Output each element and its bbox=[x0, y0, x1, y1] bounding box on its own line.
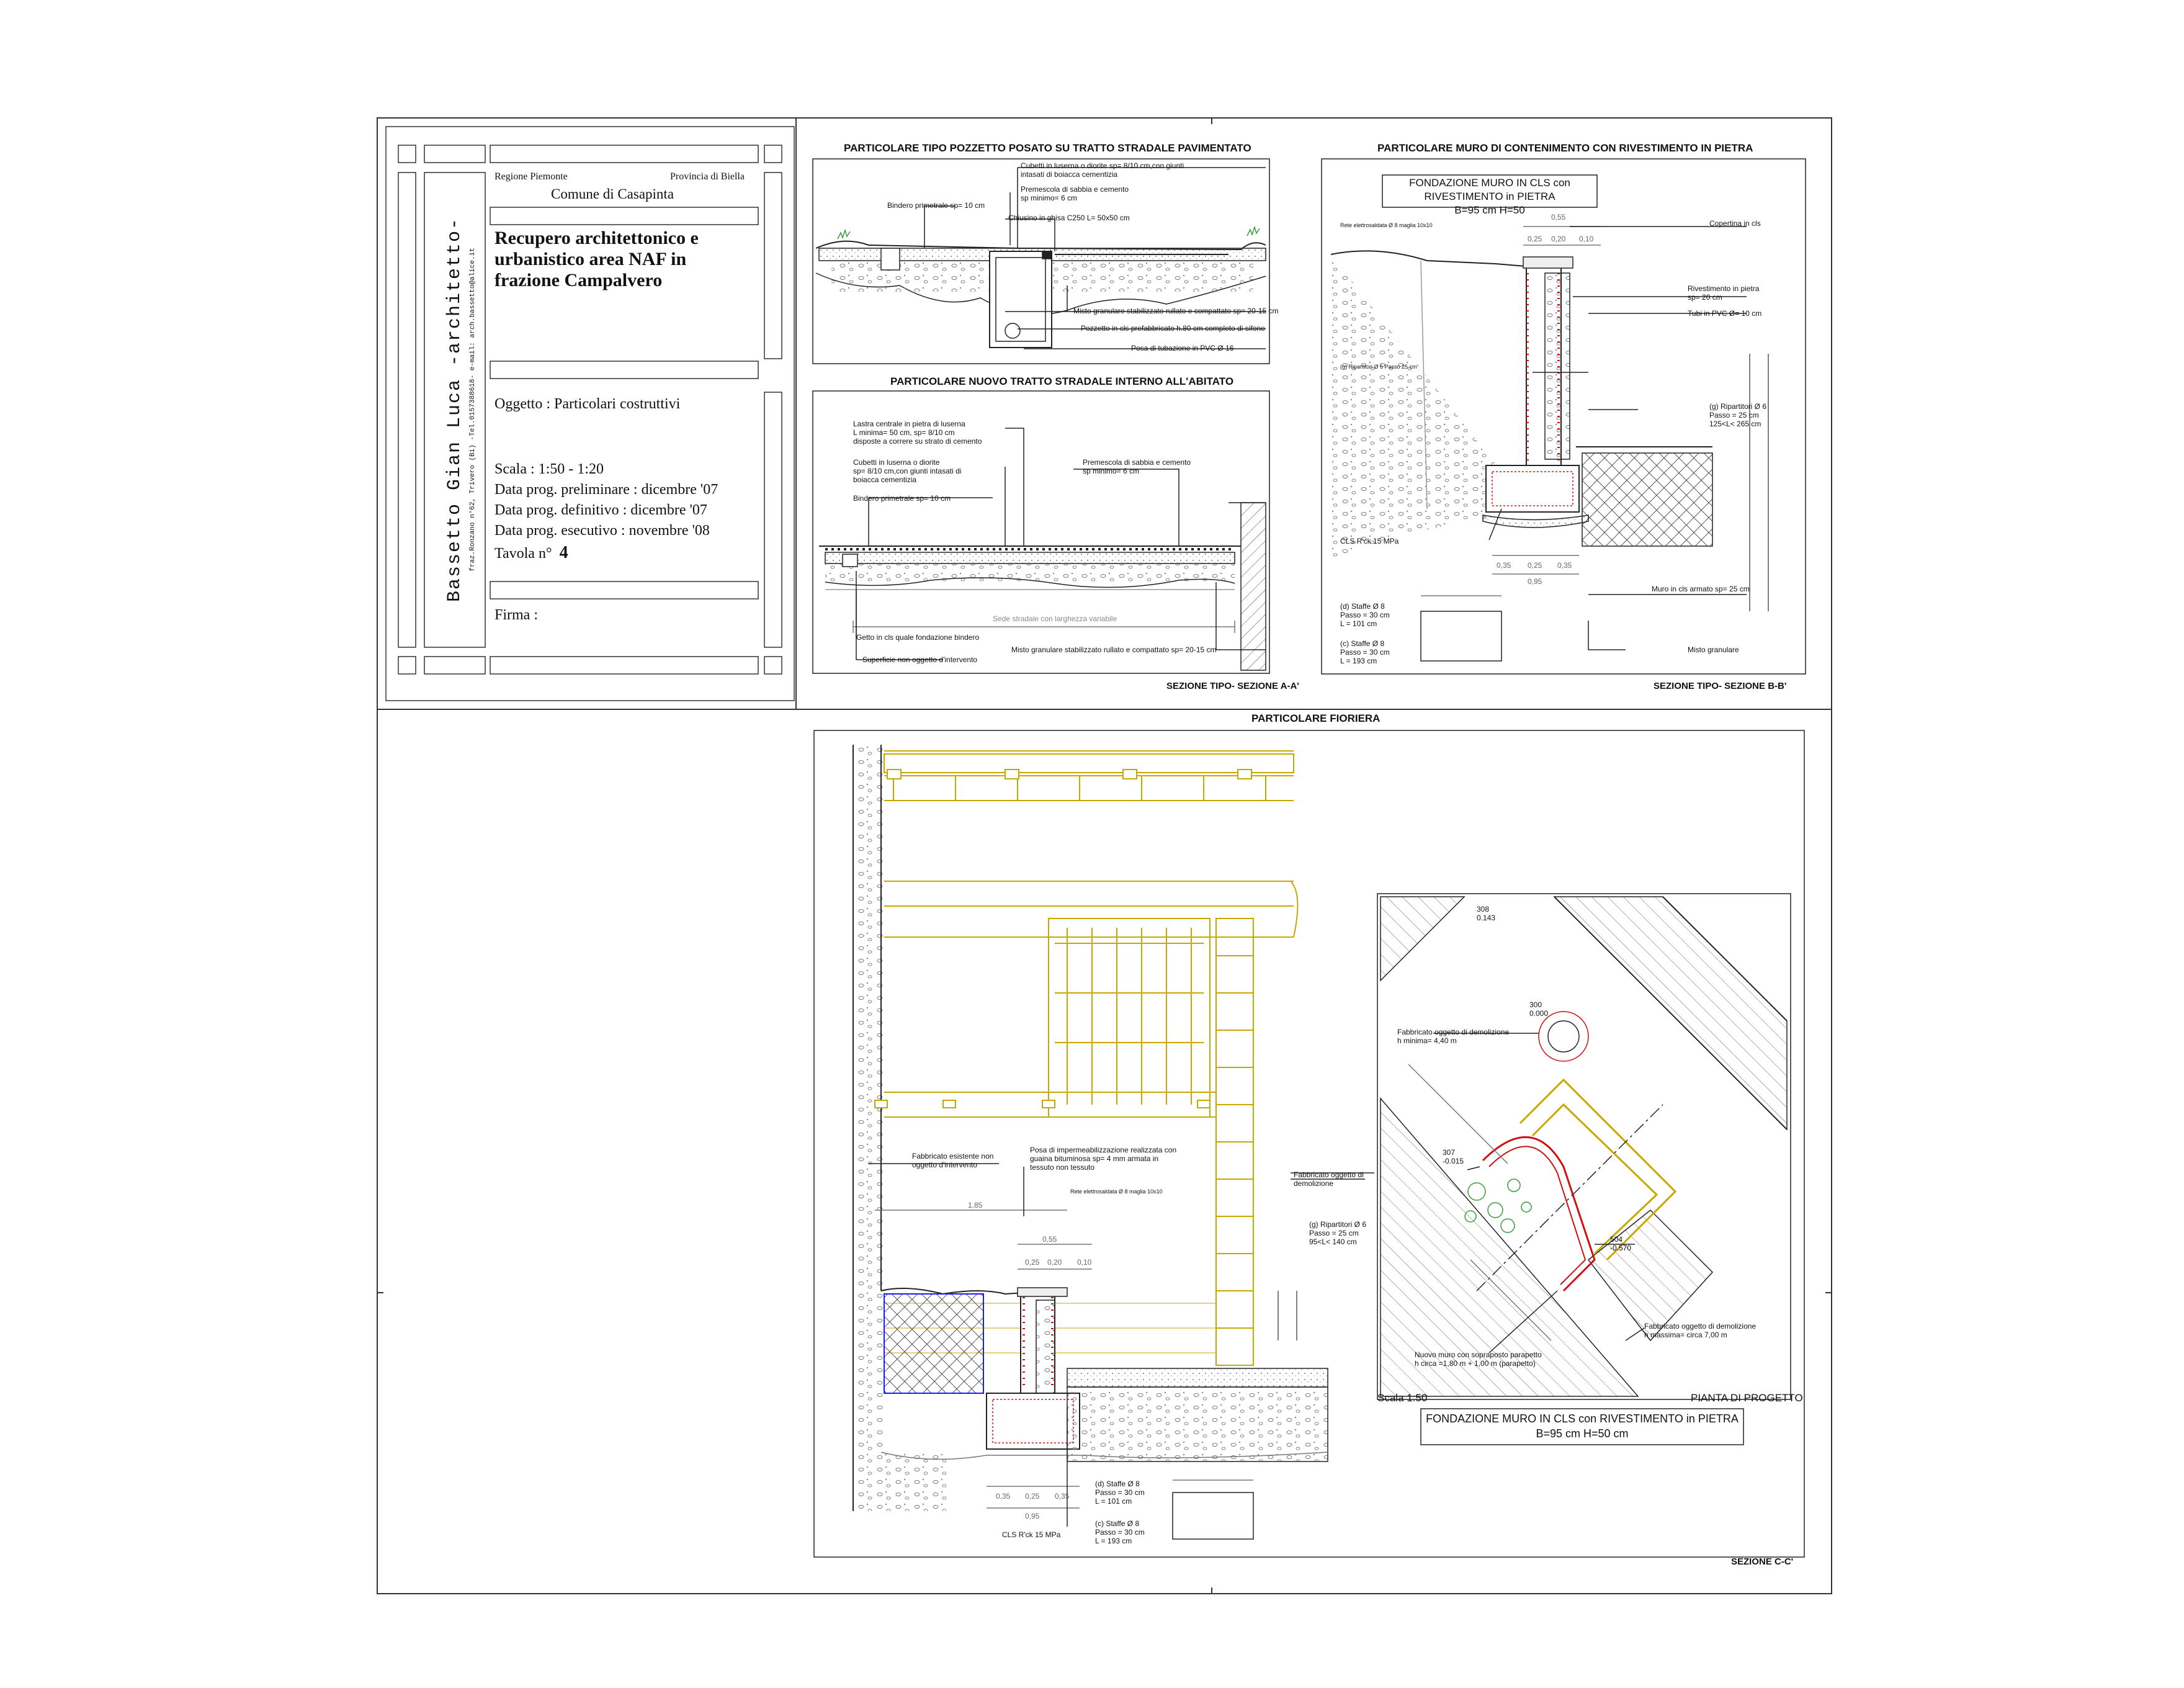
muro-dim: 0,35 bbox=[1497, 561, 1511, 570]
plan-label: Fabbricato oggetto di demolizione bbox=[1644, 1322, 1757, 1331]
plan-label: h circa =1,80 m + 1,00 m (parapetto) bbox=[1415, 1359, 1536, 1368]
date-preliminary: Data prog. preliminare : dicembre '07 bbox=[495, 482, 718, 498]
fioriera-label: Posa di impermeabilizzazione realizzata con bbox=[1030, 1146, 1177, 1154]
plan-label: 0.000 bbox=[1529, 1009, 1549, 1018]
pozzetto-label: Bindero primetrale sp= 10 cm bbox=[887, 201, 985, 210]
fioriera-dim: 0,25 bbox=[1025, 1258, 1040, 1267]
fioriera-label: Rete elettrosaldata Ø 8 maglia 10x10 bbox=[1070, 1188, 1163, 1195]
strada-label: L minima= 50 cm, sp= 8/10 cm bbox=[853, 428, 955, 437]
section-a-label: SEZIONE TIPO- SEZIONE A-A' bbox=[1166, 681, 1299, 691]
muro-label: L = 101 cm bbox=[1340, 619, 1377, 628]
strada-label: Bindero primetrale sp= 10 cm bbox=[853, 494, 951, 503]
sheet-number: 4 bbox=[559, 543, 568, 562]
fioriera-label: L = 101 cm bbox=[1095, 1497, 1132, 1506]
pozzetto-label: Premescola di sabbia e cemento bbox=[1021, 185, 1129, 194]
fioriera-label: (c) Staffe Ø 8 bbox=[1095, 1519, 1140, 1528]
plan-drawing bbox=[1377, 894, 1791, 1445]
fioriera-dim: 0,95 bbox=[1025, 1512, 1040, 1520]
muro-label: Muro in cls armato sp= 25 cm bbox=[1652, 585, 1750, 593]
strada-title: PARTICOLARE NUOVO TRATTO STRADALE INTERNO ALL'ABITATO bbox=[890, 375, 1234, 387]
subject-label: Oggetto : Particolari costruttivi bbox=[495, 396, 681, 412]
fioriera-title: PARTICOLARE FIORIERA bbox=[1251, 712, 1381, 724]
project-title-line-1: Recupero architettonico e bbox=[495, 228, 699, 248]
muro-dim: 0,25 bbox=[1528, 561, 1542, 570]
fioriera-label: guaina bituminosa sp= 4 mm armata in bbox=[1030, 1154, 1159, 1163]
fioriera-dim: 0,20 bbox=[1047, 1258, 1062, 1267]
muro-label: Tubi in PVC Ø= 10 cm bbox=[1688, 309, 1762, 318]
muro-label: (d) Staffe Ø 8 bbox=[1340, 602, 1385, 611]
muro-label: Rete elettrosaldata Ø 8 maglia 10x10 bbox=[1340, 222, 1433, 228]
muro-label: sp= 20 cm bbox=[1688, 293, 1722, 302]
muro-label: Passo = 25 cm bbox=[1709, 411, 1759, 420]
strada-label: sp= 8/10 cm,con giunti intasati di bbox=[853, 467, 962, 475]
plan-label: -0.570 bbox=[1610, 1244, 1632, 1252]
muro-label: L = 193 cm bbox=[1340, 657, 1377, 665]
fioriera-label: oggetto d'intervento bbox=[912, 1160, 978, 1169]
fioriera-label: demolizione bbox=[1294, 1179, 1334, 1188]
plan-label: Nuovo muro con sopraposto parapetto bbox=[1415, 1350, 1542, 1359]
fioriera-dim: 0,55 bbox=[1042, 1235, 1057, 1244]
fioriera-dim: 0,35 bbox=[1055, 1492, 1070, 1501]
plan-label: 504 bbox=[1610, 1235, 1623, 1244]
plan-label: Fabbricato oggetto di demolizione bbox=[1397, 1028, 1510, 1036]
project-title-line-2: urbanistico area NAF in bbox=[495, 249, 687, 269]
plan-label: 300 bbox=[1529, 1000, 1542, 1009]
muro-dim: 0,95 bbox=[1528, 577, 1542, 586]
fioriera-dim: 0,10 bbox=[1077, 1258, 1092, 1267]
architect-name: Bassetto Gian Luca -architetto- bbox=[444, 217, 465, 603]
fioriera-dim: 0,25 bbox=[1025, 1492, 1040, 1501]
muro-dim: 0,10 bbox=[1579, 235, 1594, 243]
section-b-label: SEZIONE TIPO- SEZIONE B-B' bbox=[1654, 681, 1787, 691]
plan-label: 307 bbox=[1443, 1148, 1456, 1157]
fioriera-label: Fabbricato esistente non bbox=[912, 1152, 994, 1160]
pozzetto-label: intasati di boiacca cementizia bbox=[1021, 170, 1118, 179]
strada-label: disposte a correre su strato di cemento bbox=[853, 437, 982, 446]
fioriera-label: Passo = 30 cm bbox=[1095, 1528, 1145, 1537]
muro-label: Rivestimento in pietra bbox=[1688, 284, 1760, 293]
pozzetto-label: Posa di tubazione in PVC Ø 16 bbox=[1131, 344, 1234, 352]
strada-label: Misto granulare stabilizzato rullato e compattato sp= 20-15 cm bbox=[1011, 645, 1217, 654]
strada-label: Cubetti in luserna o diorite bbox=[853, 458, 940, 467]
fioriera-label: (g) Ripartitori Ø 6 bbox=[1309, 1220, 1367, 1229]
fioriera-label: 95<L< 140 cm bbox=[1309, 1237, 1357, 1246]
fioriera-label: Passo = 25 cm bbox=[1309, 1229, 1359, 1237]
muro-label: Copertina in cls bbox=[1709, 219, 1761, 228]
muro-label: (c) Staffe Ø 8 bbox=[1340, 639, 1385, 648]
muro-box-line-2: B=95 cm H=50 bbox=[1454, 204, 1525, 216]
muro-label: 125<L< 265 cm bbox=[1709, 420, 1761, 428]
strada-label: Getto in cls quale fondazione bindero bbox=[856, 633, 980, 642]
pozzetto-label: Chiusino in ghisa C250 L= 50x50 cm bbox=[1008, 213, 1130, 222]
plan-label: 0.143 bbox=[1477, 914, 1496, 922]
region-label: Regione Piemonte bbox=[495, 171, 568, 182]
muro-label: Misto granulare bbox=[1688, 645, 1739, 654]
muro-label: CLS R'ck 15 MPa bbox=[1340, 537, 1399, 545]
fioriera-dim: 1,85 bbox=[968, 1201, 983, 1210]
muro-dim: 0,20 bbox=[1551, 235, 1566, 243]
muro-label: (g) Ripartitori Ø 6 Passo 25 cm bbox=[1340, 364, 1417, 370]
strada-label: Sede stradale con larghezza variabile bbox=[993, 614, 1117, 623]
municipality-label: Comune di Casapinta bbox=[551, 186, 674, 202]
province-label: Provincia di Biella bbox=[670, 171, 745, 182]
signature-label: Firma : bbox=[495, 607, 538, 623]
strada-detail bbox=[813, 391, 1269, 673]
muro-dim: 0,35 bbox=[1557, 561, 1572, 570]
plan-label: h minima= 4,40 m bbox=[1397, 1036, 1457, 1045]
plan-label: h massima= circa 7,00 m bbox=[1644, 1331, 1727, 1339]
plan-scale: Scala 1:50 bbox=[1377, 1392, 1428, 1404]
project-title-line-3: frazione Campalvero bbox=[495, 270, 663, 290]
fioriera-dim: 0,35 bbox=[996, 1492, 1011, 1501]
architect-address: fraz.Ronzano n°62, Trivero (Bi) -Tel.0157388618- e-mail: arch.bassetto@alice.it bbox=[469, 248, 477, 572]
fioriera-detail bbox=[814, 730, 1804, 1557]
title-block-frame bbox=[386, 127, 794, 701]
pozzetto-detail bbox=[813, 159, 1269, 364]
strada-label: sp minimo= 6 cm bbox=[1083, 467, 1140, 475]
plan-label: 308 bbox=[1477, 905, 1490, 914]
pozzetto-title: PARTICOLARE TIPO POZZETTO POSATO SU TRATTO STRADALE PAVIMENTATO bbox=[844, 142, 1251, 154]
strada-label: Superficie non oggetto d'intervento bbox=[862, 655, 978, 664]
muro-title: PARTICOLARE MURO DI CONTENIMENTO CON RIVESTIMENTO IN PIETRA bbox=[1377, 142, 1753, 154]
plan-box-line-1: FONDAZIONE MURO IN CLS con RIVESTIMENTO in PIETRA bbox=[1426, 1412, 1739, 1425]
scale-label: Scala : 1:50 - 1:20 bbox=[495, 461, 604, 477]
plan-box-line-2: B=95 cm H=50 cm bbox=[1536, 1427, 1629, 1440]
plan-label: -0.015 bbox=[1443, 1157, 1464, 1165]
date-executive: Data prog. esecutivo : novembre '08 bbox=[495, 523, 710, 539]
muro-label: Passo = 30 cm bbox=[1340, 648, 1390, 657]
pozzetto-label: sp minimo= 6 cm bbox=[1021, 194, 1078, 202]
muro-label: (g) Ripartitori Ø 6 bbox=[1709, 402, 1767, 411]
fioriera-label: L = 193 cm bbox=[1095, 1537, 1132, 1545]
muro-detail bbox=[1322, 159, 1806, 674]
sheet-label: Tavola n° bbox=[495, 545, 552, 562]
date-definitive: Data prog. definitivo : dicembre '07 bbox=[495, 502, 707, 518]
pozzetto-label: Pozzetto in cls prefabbricato h.80 cm completo di sifone bbox=[1081, 324, 1265, 333]
strada-label: Lastra centrale in pietra di luserna bbox=[853, 420, 965, 428]
muro-box-line-1: FONDAZIONE MURO IN CLS con RIVESTIMENTO in PIETRA bbox=[1409, 177, 1570, 202]
muro-label: Passo = 30 cm bbox=[1340, 611, 1390, 619]
fioriera-label: CLS R'ck 15 MPa bbox=[1002, 1530, 1061, 1539]
pozzetto-label: Cubetti in luserna o diorite sp= 8/10 cm,con giunti bbox=[1021, 161, 1184, 170]
fioriera-label: (d) Staffe Ø 8 bbox=[1095, 1479, 1140, 1488]
pozzetto-label: Misto granulare stabilizzato rullato e compattato sp= 20-15 cm bbox=[1073, 307, 1279, 315]
muro-dim: 0,55 bbox=[1551, 213, 1566, 222]
fioriera-label: Fabbricato oggetto di bbox=[1294, 1170, 1364, 1179]
section-c-label: SEZIONE C-C' bbox=[1731, 1556, 1794, 1567]
strada-label: boiacca cementizia bbox=[853, 475, 917, 484]
muro-dim: 0,25 bbox=[1528, 235, 1542, 243]
plan-caption: PIANTA DI PROGETTO bbox=[1691, 1392, 1803, 1404]
fioriera-label: tessuto non tessuto bbox=[1030, 1163, 1095, 1172]
fioriera-label: Passo = 30 cm bbox=[1095, 1488, 1145, 1497]
strada-label: Premescola di sabbia e cemento bbox=[1083, 458, 1191, 467]
